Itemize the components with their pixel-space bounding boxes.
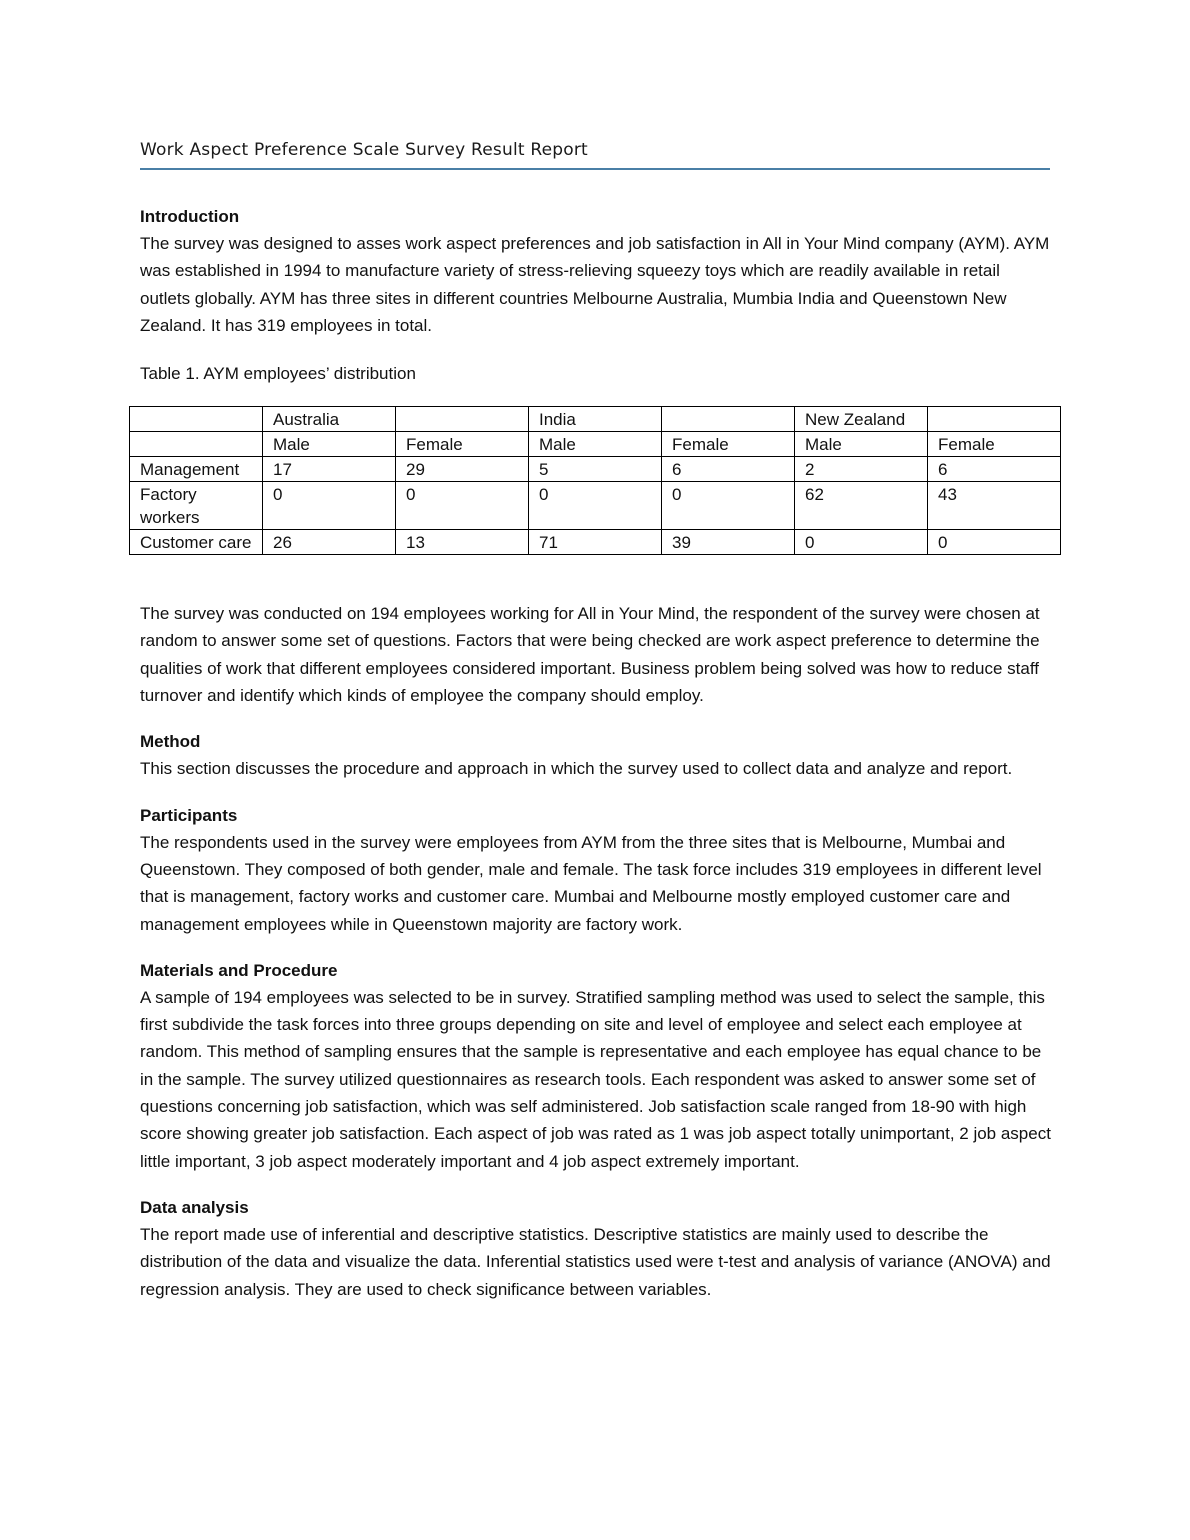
materials-heading: Materials and Procedure	[140, 960, 338, 980]
table-cell: 0	[396, 482, 529, 530]
table-header-row-sites	[130, 407, 1061, 432]
table-cell: Female	[396, 432, 529, 457]
row-label: Customer care	[130, 530, 263, 555]
table-cell: 26	[263, 530, 396, 555]
table-cell: 5	[529, 457, 662, 482]
table-cell: 0	[795, 530, 928, 555]
method-paragraph: This section discusses the procedure and approach in which the survey used to collect data and analyze and report.	[140, 759, 1013, 779]
table-cell: 6	[662, 457, 795, 482]
table-cell: 0	[529, 482, 662, 530]
table-cell	[662, 407, 795, 432]
table-cell: Male	[529, 432, 662, 457]
table-cell: Australia	[263, 407, 396, 432]
materials-paragraph: A sample of 194 employees was selected to be in survey. Stratified sampling method was used to select the sample, this first subdivide the task forces into three groups depending on site and level of employee and select each employee at random. This method of sampling ensures that the sample is representative and each employee has equal chance to be in the sample. The survey utilized questionnaires as research tools. Each respondent was asked to answer some set of questions concerning job satisfaction, which was self administered. Job satisfaction scale ranged from 18-90 with high score showing greater job satisfaction. Each aspect of job was rated as 1 was job aspect totally unimportant, 2 job aspect little important, 3 job aspect moderately important and 4 job aspect extremely important.	[140, 987, 1051, 1171]
introduction-paragraph: The survey was designed to asses work aspect preferences and job satisfaction in All in Your Mind company (AYM). AYM was established in 1994 to manufacture variety of stress-relieving squeezy toys which are readily available in retail outlets globally. AYM has three sites in different countries Melbourne Australia, Mumbia India and Queenstown New Zealand. It has 319 employees in total.	[140, 234, 1050, 335]
employee-distribution-table	[129, 406, 1061, 555]
table-row	[130, 457, 1061, 482]
table-cell	[130, 432, 263, 457]
table-cell: 62	[795, 482, 928, 530]
table-cell: 71	[529, 530, 662, 555]
table-cell: Female	[662, 432, 795, 457]
table-cell: New Zealand	[795, 407, 928, 432]
table-cell: Female	[928, 432, 1061, 457]
table-cell	[928, 407, 1061, 432]
table-cell: 13	[396, 530, 529, 555]
document-body	[140, 203, 1052, 1303]
data-analysis-paragraph: The report made use of inferential and descriptive statistics. Descriptive statistics are mainly used to describe the distribution of the data and visualize the data. Inferential statistics used were t-test and analysis of variance (ANOVA) and regression analysis. They are used to check significance between variables.	[140, 1224, 1051, 1299]
survey-paragraph: The survey was conducted on 194 employees working for All in Your Mind, the respondent of the survey were chosen at random to answer some set of questions. Factors that were being checked are work aspect preference to determine the qualities of work that different employees considered important. Business problem being solved was how to reduce staff turnover and identify which kinds of employee the company should employ.	[140, 604, 1040, 706]
table-cell: 0	[662, 482, 795, 530]
table-cell: 0	[263, 482, 396, 530]
table-cell: 0	[928, 530, 1061, 555]
data-analysis-heading: Data analysis	[140, 1197, 249, 1217]
introduction-heading: Introduction	[140, 207, 240, 226]
table-cell: 29	[396, 457, 529, 482]
participants-paragraph: The respondents used in the survey were employees from AYM from the three sites that is Melbourne, Mumbai and Queenstown. They composed of both gender, male and female. The task force includes 319 employees in different level that is management, factory works and customer care. Mumbai and Melbourne mostly employed customer care and management employees while in Queenstown majority are factory work.	[140, 832, 1042, 934]
table-cell	[396, 407, 529, 432]
table-header-row-gender	[130, 432, 1061, 457]
table-row	[130, 482, 1061, 530]
table-cell: Male	[795, 432, 928, 457]
table-cell: 2	[795, 457, 928, 482]
table-cell	[130, 407, 263, 432]
row-label: Management	[130, 457, 263, 482]
participants-heading: Participants	[140, 805, 238, 825]
table-row	[130, 530, 1061, 555]
row-label: Factory workers	[130, 482, 263, 530]
table-cell: 6	[928, 457, 1061, 482]
document-title: Work Aspect Preference Scale Survey Result Report	[140, 140, 588, 160]
table-cell: India	[529, 407, 662, 432]
table-caption: Table 1. AYM employees’ distribution	[140, 364, 416, 384]
table-cell: 17	[263, 457, 396, 482]
table-cell: Male	[263, 432, 396, 457]
table-cell: 39	[662, 530, 795, 555]
table-cell: 43	[928, 482, 1061, 530]
method-heading: Method	[140, 732, 201, 752]
page-header	[140, 140, 1050, 170]
